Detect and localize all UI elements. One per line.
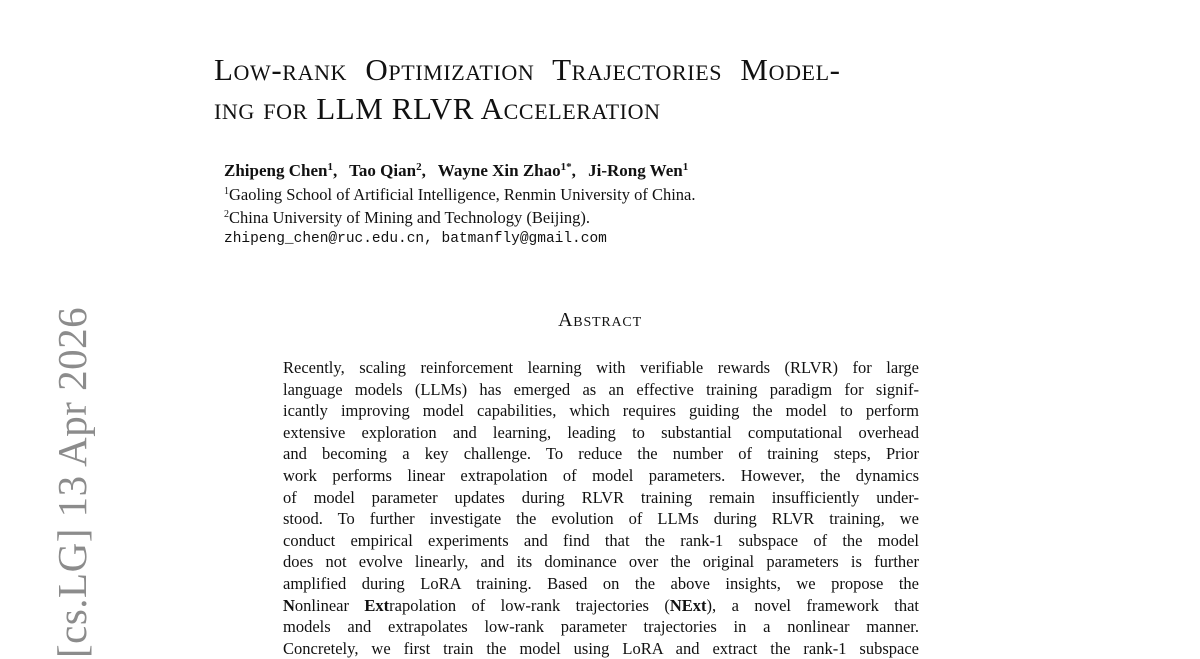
abstract-line: language models (LLMs) has emerged as an effective training paradigm for signif- xyxy=(283,379,919,399)
abstract-body xyxy=(283,357,919,659)
abstract-line: amplified during LoRA training. Based on the above insights, we propose the xyxy=(283,573,919,593)
abstract-line: does not evolve linearly, and its dominance over the original parameters is further xyxy=(283,552,919,572)
abstract-line: conduct empirical experiments and find that the rank-1 subspace of the model xyxy=(283,530,919,550)
abstract-line: extensive exploration and learning, leading to substantial computational overhead xyxy=(283,422,919,442)
abstract-line: of model parameter updates during RLVR training remain insufficiently under- xyxy=(283,487,919,507)
abstract-line: models and extrapolates low-rank parameter trajectories in a nonlinear manner. xyxy=(283,617,919,637)
arxiv-side-stamp: [cs.LG] 13 Apr 2026 xyxy=(49,306,95,658)
author: Tao Qian$^2$, xyxy=(349,161,426,180)
author: Ji-Rong Wen$^1$ xyxy=(588,161,689,180)
author-emails: zhipeng_chen@ruc.edu.cn, batmanfly@gmail.com xyxy=(224,231,607,247)
abstract-heading: Abstract xyxy=(558,309,642,331)
affiliation: $^2$China University of Mining and Technology (Beijing). xyxy=(224,208,591,227)
affiliation: $^1$Gaoling School of Artificial Intelligence, Renmin University of China. xyxy=(224,185,696,204)
abstract-line: stood. To further investigate the evolution of LLMs during RLVR training, we xyxy=(283,509,919,529)
title-line-1: Low-rank Optimization Trajectories Model- xyxy=(214,52,841,87)
abstract-line: and becoming a key challenge. To reduce the number of training steps, Prior xyxy=(283,444,919,464)
abstract-line: icantly improving model capabilities, which requires guiding the model to perform xyxy=(283,401,919,421)
author-list xyxy=(224,161,696,181)
abstract-line: Recently, scaling reinforcement learning with verifiable rewards (RLVR) for large xyxy=(283,358,919,377)
author: Wayne Xin Zhao$^{1*}$, xyxy=(437,161,576,180)
abstract-line: Nonlinear Extrapolation of low-rank trajectories (NExt), a novel framework that xyxy=(283,595,919,615)
paper-title xyxy=(214,50,1014,128)
abstract-line: work performs linear extrapolation of model parameters. However, the dynamics xyxy=(283,465,919,485)
title-line-2: ing for LLM RLVR Acceleration xyxy=(214,91,661,126)
author: Zhipeng Chen$^1$, xyxy=(224,161,338,180)
abstract-line: Concretely, we first train the model using LoRA and extract the rank-1 subspace xyxy=(283,638,919,658)
